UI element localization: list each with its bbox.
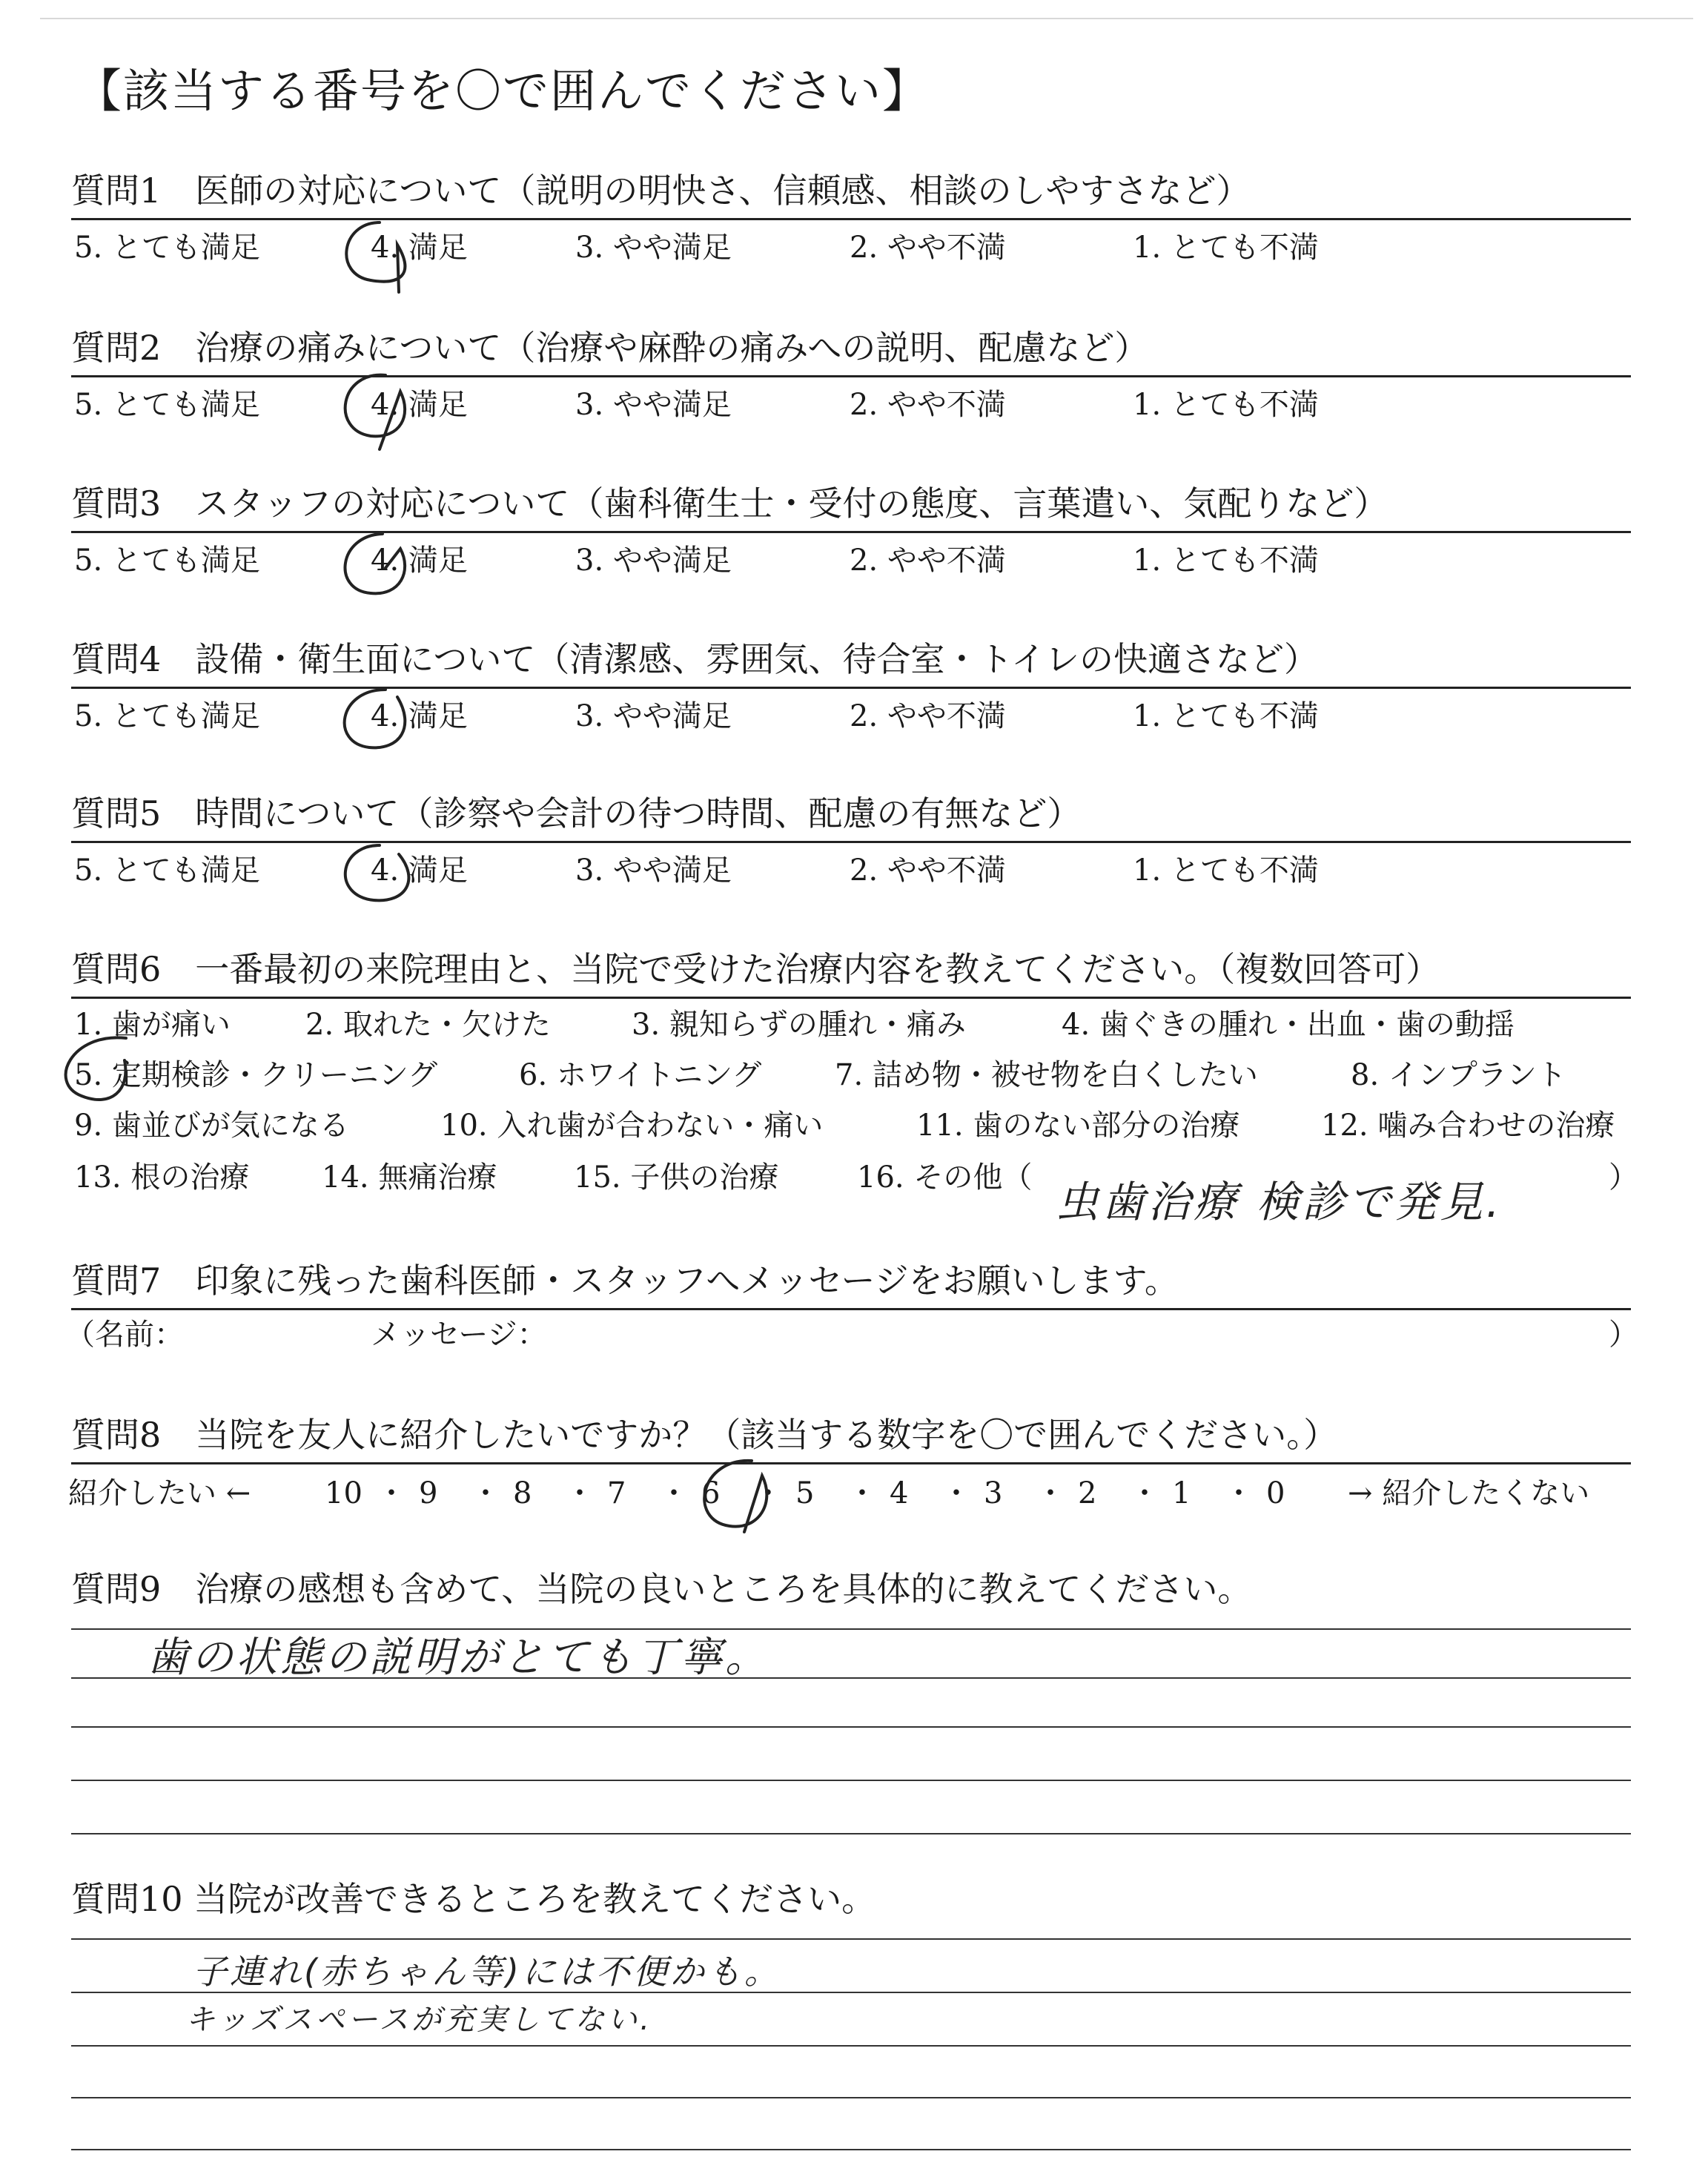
q6-other-handwritten-answer[interactable]: 虫歯治療 検診で発見. [1056,1177,1503,1227]
q8-scale-value-5[interactable]: 5 [795,1476,815,1510]
q4-option-2[interactable]: 2. やや不満 [850,699,1006,733]
q6-option-14[interactable]: 14. 無痛治療 [322,1160,497,1195]
q8-scale-separator: ・ [1036,1476,1065,1510]
q4-option-5[interactable]: 5. とても満足 [74,699,260,733]
q10-line-4 [71,2097,1631,2098]
q8-scale-separator: ・ [941,1476,971,1510]
q6-option-6[interactable]: 6. ホワイトニング [519,1058,762,1092]
q8-scale-separator: ・ [659,1476,689,1510]
question-5-title: 質問5 時間について（診察や会計の待つ時間、配慮の有無など） [71,793,1082,833]
question-2-rule [71,375,1631,377]
question-7-rule [71,1308,1631,1310]
question-5-rule [71,841,1631,843]
q6-option-11[interactable]: 11. 歯のない部分の治療 [916,1109,1240,1143]
q8-scale-value-7[interactable]: 7 [607,1476,626,1510]
q10-line-2 [71,1992,1631,1993]
q8-scale-value-2[interactable]: 2 [1078,1476,1097,1510]
q3-option-5[interactable]: 5. とても満足 [74,544,260,578]
q6-option-13[interactable]: 13. 根の治療 [74,1160,250,1195]
q8-right-label: → 紹介したくない [1348,1476,1590,1510]
q10-line-5 [71,2149,1631,2150]
question-3-rule [71,531,1631,533]
q6-option-16[interactable]: 16. その他（ [857,1160,1033,1195]
q6-option-3[interactable]: 3. 親知らずの腫れ・痛み [632,1008,966,1042]
q1-option-5[interactable]: 5. とても満足 [74,231,260,265]
q5-option-3[interactable]: 3. やや満足 [575,853,732,888]
q2-option-3[interactable]: 3. やや満足 [575,388,732,422]
q9-handwritten-answer[interactable]: 歯の状態の説明がとても丁寧。 [147,1634,769,1682]
q9-line-3 [71,1726,1631,1728]
q8-scale-value-3[interactable]: 3 [984,1476,1003,1510]
q10-handwritten-answer-2[interactable]: キッズスペースが充実してない. [185,2003,652,2037]
q2-option-5[interactable]: 5. とても満足 [74,388,260,422]
q4-option-3[interactable]: 3. やや満足 [575,699,732,733]
q8-scale-separator: ・ [377,1476,406,1510]
q2-option-4[interactable]: 4. 満足 [371,388,468,422]
q6-option-10[interactable]: 10. 入れ歯が合わない・痛い [440,1109,824,1143]
page-top-edge [40,18,1693,19]
question-7-title: 質問7 印象に残った歯科医師・スタッフへメッセージをお願いします。 [71,1261,1179,1301]
question-6-rule [71,997,1631,999]
q6-option-15[interactable]: 15. 子供の治療 [574,1160,779,1195]
q6-option-4[interactable]: 4. 歯ぐきの腫れ・出血・歯の動揺 [1062,1008,1515,1042]
q1-option-1[interactable]: 1. とても不満 [1133,231,1319,265]
q3-option-4[interactable]: 4. 満足 [371,544,468,578]
q8-scale-separator: ・ [753,1476,783,1510]
question-2-title: 質問2 治療の痛みについて（治療や麻酔の痛みへの説明、配慮など） [71,328,1149,368]
q5-option-1[interactable]: 1. とても不満 [1133,853,1319,888]
q8-scale-separator: ・ [565,1476,595,1510]
question-1-title: 質問1 医師の対応について（説明の明快さ、信頼感、相談のしやすさなど） [71,171,1251,211]
q5-option-4[interactable]: 4. 満足 [371,853,468,888]
q7-close-paren: ） [1609,1318,1638,1352]
q8-scale-value-10[interactable]: 10 [325,1476,363,1510]
q8-scale-value-0[interactable]: 0 [1266,1476,1285,1510]
q7-name-label: （名前： [65,1318,184,1352]
q6-option-2[interactable]: 2. 取れた・欠けた [305,1008,551,1042]
q6-option-7[interactable]: 7. 詰め物・被せ物を白くしたい [835,1058,1258,1092]
question-9-title: 質問9 治療の感想も含めて、当院の良いところを具体的に教えてください。 [71,1569,1252,1609]
question-4-title: 質問4 設備・衛生面について（清潔感、雰囲気、待合室・トイレの快適さなど） [71,639,1319,679]
q1-option-4[interactable]: 4. 満足 [371,231,468,265]
question-8-rule [71,1462,1631,1464]
q2-option-2[interactable]: 2. やや不満 [850,388,1006,422]
q3-option-3[interactable]: 3. やや満足 [575,544,732,578]
q9-line-4 [71,1780,1631,1781]
q6-option-1[interactable]: 1. 歯が痛い [74,1008,231,1042]
q10-line-1 [71,1938,1631,1940]
question-1-rule [71,218,1631,220]
q4-option-4[interactable]: 4. 満足 [371,699,468,733]
q10-line-3 [71,2045,1631,2047]
q8-scale-value-8[interactable]: 8 [513,1476,532,1510]
q1-option-2[interactable]: 2. やや不満 [850,231,1006,265]
q6-other-close-paren: ） [1609,1160,1638,1195]
q4-option-1[interactable]: 1. とても不満 [1133,699,1319,733]
q6-option-8[interactable]: 8. インプラント [1351,1058,1566,1092]
q8-scale-separator: ・ [1130,1476,1159,1510]
q6-option-9[interactable]: 9. 歯並びが気になる [74,1109,349,1143]
q5-option-5[interactable]: 5. とても満足 [74,853,260,888]
instruction-header: 【該当する番号を〇で囲んでください】 [76,64,930,118]
q8-scale-separator: ・ [847,1476,877,1510]
q8-scale-value-6[interactable]: 6 [701,1476,721,1510]
q5-option-2[interactable]: 2. やや不満 [850,853,1006,888]
q8-left-label: 紹介したい ← [68,1476,251,1510]
q3-option-1[interactable]: 1. とても不満 [1133,544,1319,578]
q6-option-12[interactable]: 12. 噛み合わせの治療 [1321,1109,1615,1143]
question-10-title: 質問10 当院が改善できるところを教えてください。 [71,1879,876,1919]
q9-line-5 [71,1833,1631,1834]
q2-option-1[interactable]: 1. とても不満 [1133,388,1319,422]
q8-scale-value-9[interactable]: 9 [419,1476,438,1510]
q6-option-5[interactable]: 5. 定期検診・クリーニング [74,1058,438,1092]
q9-line-1 [71,1628,1631,1630]
q7-message-label: メッセージ： [371,1318,547,1352]
q1-option-3[interactable]: 3. やや満足 [575,231,732,265]
q3-option-2[interactable]: 2. やや不満 [850,544,1006,578]
q8-scale-separator: ・ [471,1476,500,1510]
q8-scale-value-4[interactable]: 4 [890,1476,909,1510]
q10-handwritten-answer-1[interactable]: 子連れ(赤ちゃん等)には不便かも。 [193,1952,781,1992]
question-6-title: 質問6 一番最初の来院理由と、当院で受けた治療内容を教えてください。（複数回答可） [71,949,1440,989]
question-4-rule [71,687,1631,689]
q8-scale-separator: ・ [1224,1476,1254,1510]
q8-scale-value-1[interactable]: 1 [1172,1476,1191,1510]
question-3-title: 質問3 スタッフの対応について（歯科衛生士・受付の態度、言葉遣い、気配りなど） [71,483,1388,524]
question-8-title: 質問8 当院を友人に紹介したいですか？（該当する数字を〇で囲んでください。） [71,1415,1338,1455]
